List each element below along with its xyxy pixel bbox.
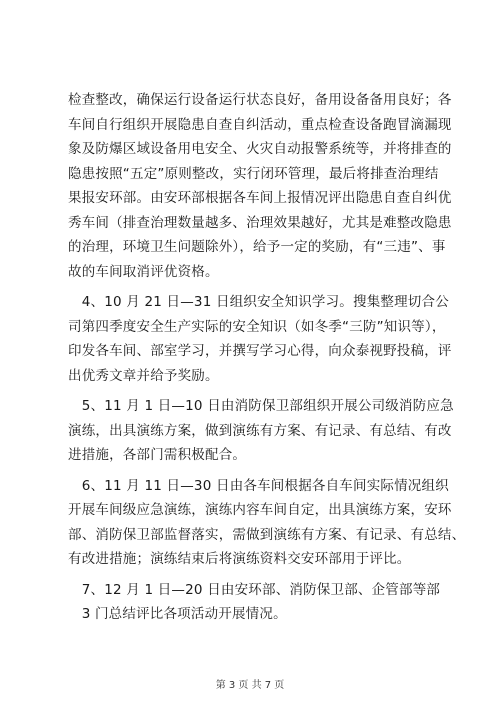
text-line: 出优秀文章并给予奖励。 [68,367,219,384]
document-body [68,88,466,627]
text-line: 检查整改，确保运行设备运行状态良好，备用设备备用良好；各 [68,92,452,108]
text-line: 故的车间取消评优资格。 [68,263,219,280]
page-number-footer: 第 3 页 共 7 页 [215,680,285,691]
text-line: 的治理，环境卫生问题除外），给予一定的奖励，有“三违”、事 [68,239,446,255]
text-line: 6、11 月 11 日—30 日由各车间根据各自车间实际情况组织 [68,477,449,494]
text-line: 部、消防保卫部监督落实，需做到演练有方案、有记录、有总结、 [68,526,466,543]
text-line: 果报安环部。由安环部根据各车间上报情况评出隐患自查自纠优 [68,190,452,206]
text-line: 开展车间级应急演练，演练内容车间自定，出具演练方案，安环 [68,502,452,518]
paragraph-item-4 [68,290,452,388]
text-line: 车间自行组织开展隐患自查自纠活动，重点检查设备跑冒滴漏现 [68,116,452,133]
text-line: 演练，出具演练方案，做到演练有方案、有记录、有总结、有改 [68,422,452,439]
text-line: 3 门总结评比各项活动开展情况。 [68,606,287,622]
text-line: 象及防爆区域设备用电安全、火灾自动报警系统等，并将排查的 [68,141,452,157]
paragraph-item-7 [68,578,441,627]
text-line: 隐患按照“五定”原则整改，实行闭环管理，最后将排查治理结 [68,165,439,182]
paragraph-item-5 [68,394,454,468]
text-line: 4、10 月 21 日—31 日组织安全知识学习。搜集整理切合公 [68,294,449,310]
text-line: 秀车间（排查治理数量越多、治理效果越好，尤其是难整改隐患 [68,214,452,231]
text-line: 进措施，各部门需积极配合。 [68,447,247,463]
text-line: 7、12 月 1 日—20 日由安环部、消防保卫部、企管部等部 [68,581,441,598]
text-line: 有改进措施；演练结束后将演练资料交安环部用于评比。 [68,551,411,567]
paragraph-item-6 [68,474,466,572]
paragraph-inspection [68,88,452,284]
text-line: 司第四季度安全生产实际的安全知识（如冬季“三防”知识等）， [68,318,446,335]
text-line: 5、11 月 1 日—10 日由消防保卫部组织开展公司级消防应急 [68,398,454,414]
text-line: 印发各车间、部室学习，并撰写学习心得，向众泰视野投稿，评 [68,343,452,359]
